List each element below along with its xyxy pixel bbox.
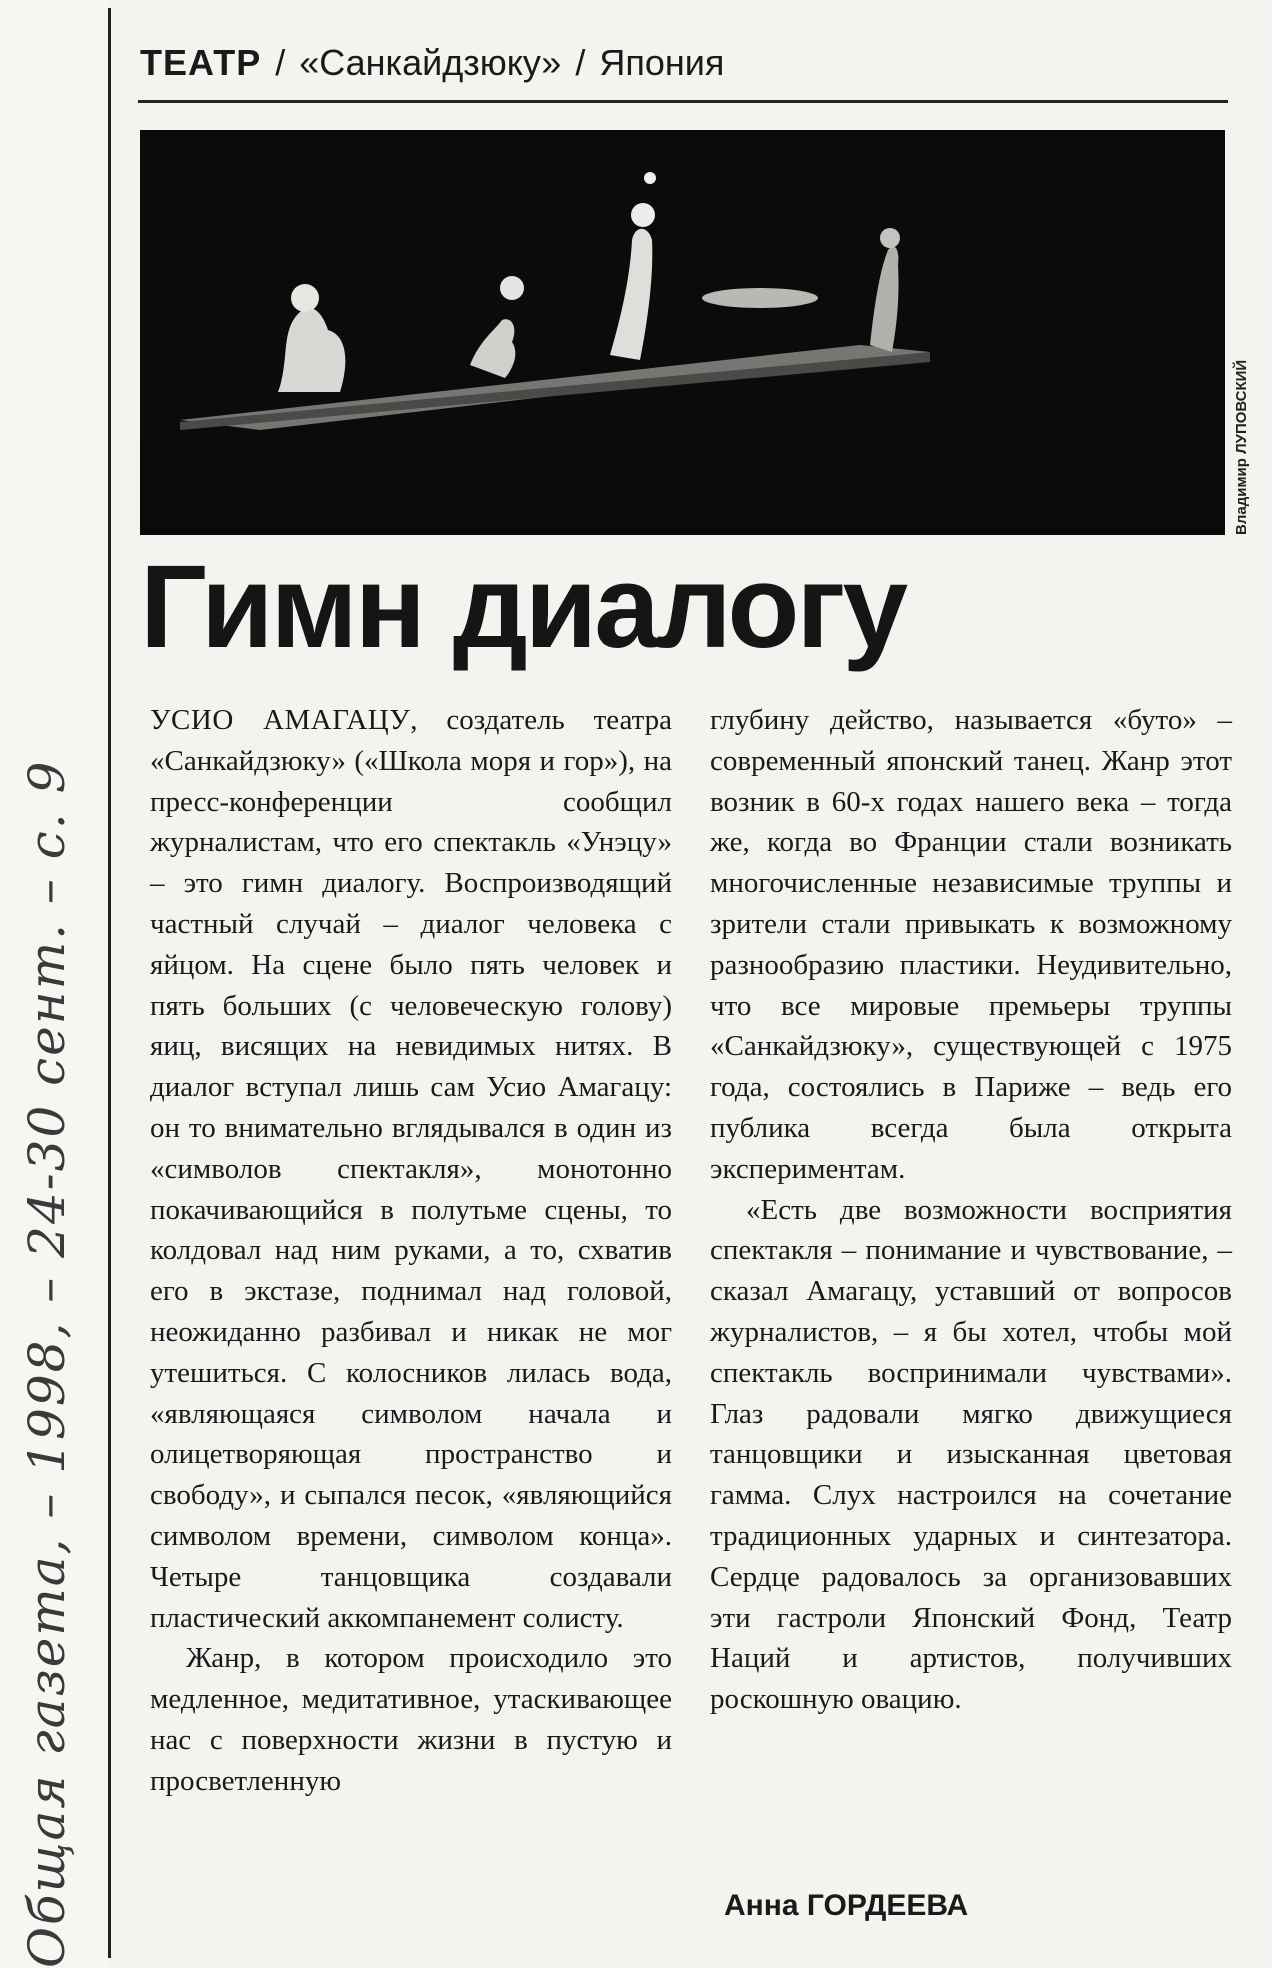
photo-credit (1233, 135, 1255, 535)
photo-credit-text: Владимир ЛУПОВСКИЙ (1233, 359, 1250, 535)
rubric-label: ТЕАТР (140, 42, 262, 83)
article-column-2 (710, 700, 1232, 1720)
handwritten-source-note: Общая газета, – 1998, – 24-30 сент. – с. 9 (18, 759, 76, 1968)
paragraph-2: Жанр, в котором происходило это медленное, медитативное, утаскивающее нас с поверхности жизни в пустую и просветленную (150, 1642, 672, 1797)
paragraph-1-text: , создатель театра «Санкайдзюку» («Школа моря и гор»), на пресс-конференции сообщил журналистам, что его спектакль «Унэцу» – это гимн диалогу. Воспроизводящий частный случай – диалог человека с яйцом. На сцене было пять человек и пять больших (с человеческую голову) яиц, висящих на невидимых нитях. В диалог вступал лишь сам Усио Амагацу: он то внимательно вглядывался в один из «символов спектакля», монотонно покачивающийся в полутьме сцены, то колдовал над ним руками, а то, схватив его в экстазе, поднимал над головой, неожиданно разбивал и никак не мог утешиться. С колосников лилась вода, «являющаяся символом начала и олицетворяющая пространство и свободу», и сыпался песок, «являющийся символом времени, символом конца». Четыре танцовщика создавали пластический аккомпанемент солисту. (150, 704, 672, 1634)
lead-caps: УСИО АМАГАЦУ (150, 704, 411, 736)
byline: Анна ГОРДЕЕВА (724, 1889, 969, 1922)
stage-photo-image (140, 130, 1225, 535)
paragraph-1 (150, 700, 672, 1638)
headline: Гимн диалогу (140, 541, 906, 673)
kicker-rule (138, 100, 1228, 103)
paragraph-2-continued: глубину действо, называется «буто» – современный японский танец. Жанр этот возник в 60-х годах нашего века – тогда же, когда во Франции стали возникать многочисленные независимые труппы и зрители стали привыкать к возможному разнообразию пластики. Неудивительно, что все мировые премьеры труппы «Санкайдзюку», существующей с 1975 года, состоялись в Париже – ведь его публика всегда была открыта экспериментам. (710, 704, 1232, 1185)
kicker-separator: / (575, 42, 586, 83)
stage-photo (140, 130, 1225, 535)
kicker-separator: / (275, 42, 286, 83)
section-kicker (140, 42, 724, 84)
paragraph-3: «Есть две возможности восприятия спектакля – понимание и чувствование, – сказал Амагацу, уставший от вопросов журналистов, – я бы хотел, чтобы мой спектакль воспринимали чувствами». Глаз радовали мягко движущиеся танцовщики и изысканная цветовая гамма. Слух настроился на сочетание традиционных ударных и синтезатора. Сердце радовалось за организовавших эти гастроли Японский Фонд, Театр Наций и артистов, получивших роскошную овацию. (710, 1193, 1232, 1716)
article-column-1 (150, 700, 672, 1802)
kicker-topic: «Санкайдзюку» (299, 42, 562, 83)
kicker-country: Япония (599, 42, 725, 83)
